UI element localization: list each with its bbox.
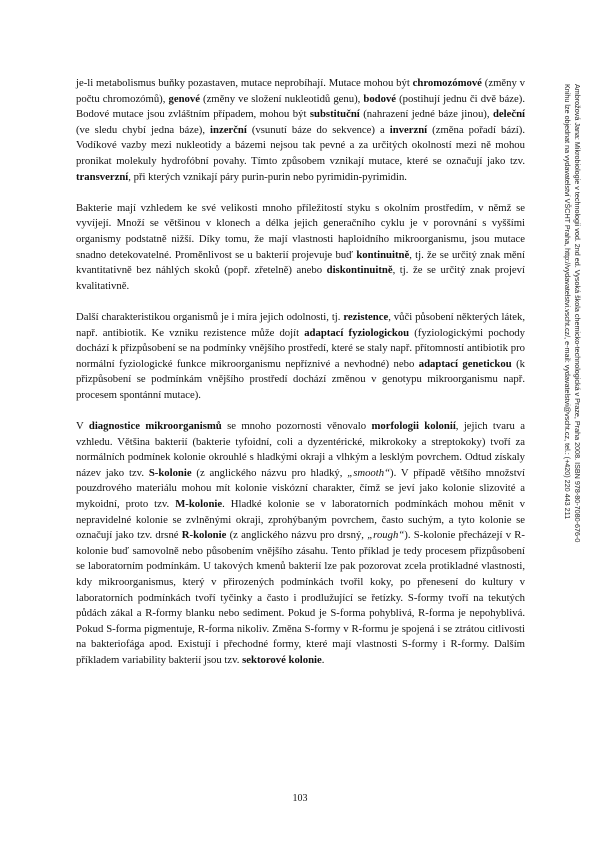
text-run: se mnoho pozornosti věnovalo <box>221 420 372 433</box>
text-run: , tj. že se určitý znak mění kvantitativně bez náhlých skoků (popř. zřetelně) anebo <box>76 248 525 277</box>
bold-term: kontinuitně <box>356 248 410 261</box>
bold-term: deleční <box>492 108 526 121</box>
bold-term: diskontinuitně <box>326 264 393 277</box>
paragraph-variability <box>76 201 525 295</box>
text-run: (vsunutí báze do sekvence) a <box>246 123 390 136</box>
text-run: , jejich tvaru a vzhledu. Většina bakterií (bakterie tyfoidní, coli a dyzentérické, mikrokoky a streptokoky) tvoří za normálních podmínek kolonie okrouhlé s hladkými okraji a vlhkým a lesklým povrchem. Odtud získaly název jako tzv. <box>76 420 526 479</box>
text-run: (k přizpůsobení se podmínkám vnějšího prostředí dochází změnou v genotypu mikroorganismu např. procesem spontánní mutace). <box>76 357 525 401</box>
bold-term: genové <box>168 92 200 105</box>
body-text <box>76 76 525 684</box>
text-run: (změny v počtu chromozómů), <box>76 77 526 105</box>
paragraph-colony-morphology <box>76 419 525 669</box>
text-run: (fyziologickými pochody dochází k přizpůsobení se na podmínky vnějšího prostředí, které se staly např. přítomností antibiotik pro normální fyziologické funkce mikroorganismu nepříznivé a nevhodné) nebo <box>76 326 525 370</box>
text-run: . Hladké kolonie se v laboratorních podmínkách mohou měnit v nepravidelné kolonie se zvlněnými okraji, zprohýbaným povrchem, často suchým, a tyto kolonie se označují jako tzv. drsné <box>76 498 525 542</box>
text-run: (z anglického názvu pro hladký, <box>191 466 348 479</box>
bold-term: sektorové kolonie <box>242 653 322 666</box>
bold-term: substituční <box>309 108 360 121</box>
text-run: , při kterých vznikají páry purin-purin nebo pyrimidin-pyrimidin. <box>128 170 407 183</box>
text-run: , vůči působení některých látek, např. antibiotik. Ke vzniku rezistence může dojít <box>76 310 525 339</box>
italic-term: „rough“ <box>367 529 405 542</box>
bold-term: transverzní <box>76 170 129 183</box>
text-run: (změna pořadí bází). Vodíkové vazby mezi nukleotidy a bázemi nejsou tak pevné a za určitých okolností mezi ně mohou pronikat molekuly hydrofóbní povahy. Tímto způsobem vznikají mutace, které se označují jako tzv. <box>76 123 526 167</box>
bold-term: adaptací fyziologickou <box>304 326 410 339</box>
page-number: 103 <box>292 793 308 804</box>
bold-term: bodové <box>363 92 397 105</box>
bold-term: rezistence <box>343 310 389 323</box>
text-run: (ve sledu chybí jedna báze), <box>76 123 211 136</box>
bold-term: R-kolonie <box>181 529 227 542</box>
order-info-line: Knihu lze objednat na vydavatelství VŠCHT Praha, http://vydavatelstvi.vscht.cz/, e-mail: vydavatelstvi@vscht.cz, tel.: (+420) 220 443 211 <box>563 84 572 520</box>
bold-term: S-kolonie <box>148 466 192 479</box>
text-run: . <box>321 653 325 666</box>
bold-term: adaptací genetickou <box>418 357 512 370</box>
bold-term: inverzní <box>389 123 428 136</box>
citation-side-note <box>558 84 582 624</box>
citation-line: Ambrožová Jana: Mikrobiologie v technologii vod. 2nd ed. Vysoká škola chemicko-technologická v Praze, Praha 2008. ISBN 978-80-7080-676-0 <box>573 84 582 543</box>
text-run: ). V případě většího množství pouzdrového materiálu mohou mít kolonie viskózní charakter, čímž se jeví jako kolonie slizovité a mykoidní, proto tzv. <box>76 466 525 511</box>
text-run: Další charakteristikou organismů je i míra jejich odolnosti, tj. <box>76 310 344 323</box>
text-run: je-li metabolismus buňky pozastaven, mutace neprobíhají. Mutace mohou být <box>76 77 413 89</box>
text-run: , tj. že se určitý znak projeví kvalitativně. <box>76 264 525 292</box>
text-run: ). S-kolonie přecházejí v R-kolonie buď samovolně nebo působením vnějšího zásahu. Tento příklad je tedy procesem přizpůsobení se laboratorním podmínkám. U takových kmenů bakterií lze pak pozorovat zcela protikladné vlastnosti, kdy mikroorganismus, který v přirozených podmínkách tvořil koky, po přenesení do kultury v laboratorních podmínkách tvoří tyčinky a často i prodlužující se řetízky. S-formy tvoří na tekutých půdách zákal a R-formy blanku nebo sediment. Pokud je S-forma pohyblivá, R-forma je nepohyblivá. Pokud S-forma pigmentuje, R-forma nikoliv. Změna S-formy v R-formu je spojená i se ztrátou citlivosti na bakteriofága apod. Existují i přechodné formy, které mají vlastnosti S-formy i R-formy. Dalším příkladem variability bakterií jsou tzv. <box>76 529 525 666</box>
text-run: (nahrazení jedné báze jinou), <box>359 108 493 121</box>
bold-term: morfologii kolonií <box>371 420 456 433</box>
bold-term: chromozómové <box>412 77 482 89</box>
bold-term: M-kolonie <box>175 498 223 511</box>
bold-term: inzerční <box>210 123 247 136</box>
paragraph-mutations <box>76 76 525 185</box>
paragraph-resistance <box>76 310 525 404</box>
text-run: (změny ve složení nukleotidů genu), <box>199 92 364 105</box>
text-run: (z anglického názvu pro drsný, <box>226 529 368 542</box>
bold-term: diagnostice mikroorganismů <box>88 420 222 433</box>
italic-term: „smooth“ <box>347 466 391 479</box>
text-run: (postihují jednu či dvě báze). Bodové mutace jsou zvláštním případem, mohou být <box>76 92 525 121</box>
text-run: Bakterie mají vzhledem ke své velikosti mnoho příležitostí styku s okolním prostředím, v němž se vyvíjejí. Množí se většinou v klonech a délka jejich generačního cyklu je v porovnání s vyššími organismy podstatně nižší. Díky tomu, že mají vlastnosti haploidního mikroorganismu, jsou mutace snadno detekovatelné. Proměnlivost se u bakterií projevuje buď <box>76 201 525 261</box>
text-run: V <box>76 420 89 433</box>
